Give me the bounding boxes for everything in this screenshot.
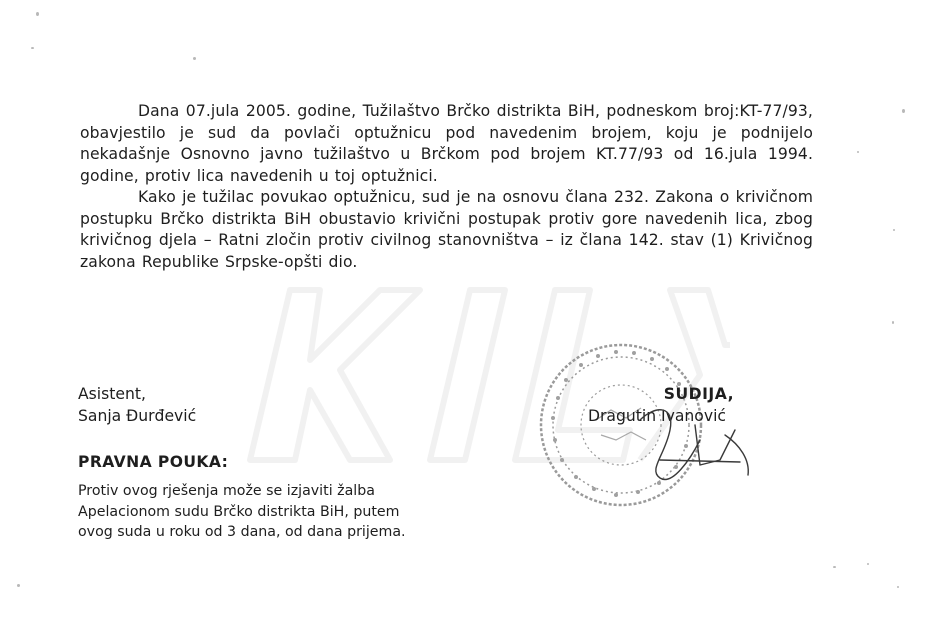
scan-speck (897, 586, 899, 588)
legal-notice-text (78, 481, 406, 543)
judge-signature (600, 400, 760, 490)
assistant-block (78, 383, 196, 427)
decision-body (80, 101, 813, 273)
scan-speck (17, 584, 20, 587)
scan-speck (867, 563, 869, 565)
termination-paragraph: Kako je tužilac povukao optužnicu, sud je na osnovu člana 232. Zakona o krivičnom postupku Brčko distrikta BiH obustavio krivični postupak protiv gore navedenih lica, zbog krivičnog djela – Ratni zločin protiv civilnog stanovništva – iz člana 142. stav (1) Krivičnog zakona Republike Srpske-opšti dio. (80, 188, 813, 271)
scan-speck (36, 12, 39, 16)
scan-speck (833, 566, 836, 568)
withdrawal-paragraph: Dana 07.jula 2005. godine, Tužilaštvo Brčko distrikta BiH, podneskom broj:KT-77/93, obavjestilo je sud da povlači optužnicu pod navedenim brojem, koju je podnijelo nekadašnje Osnovno javno tužilaštvo u Brčkom pod brojem KT.77/93 od 16.jula 1994. godine, protiv lica navedenih u toj optužnici. (80, 102, 813, 185)
scan-speck (193, 57, 196, 60)
assistant-name: Sanja Đurđević (78, 407, 197, 425)
scan-speck (31, 47, 34, 49)
legal-notice-line: Protiv ovog rješenja može se izjaviti žalba (78, 483, 375, 499)
legal-notice-line: ovog suda u roku od 3 dana, od dana prijema. (78, 524, 406, 540)
scan-speck (893, 229, 895, 231)
scan-speck (902, 109, 905, 113)
judge-title: SUDIJA, (663, 385, 734, 403)
legal-notice-line: Apelacionom sudu Brčko distrikta BiH, putem (78, 503, 400, 520)
scan-speck (857, 151, 859, 153)
scan-speck (892, 321, 894, 324)
assistant-title: Asistent, (78, 385, 146, 403)
judge-name: Dragutin Ivanović (588, 407, 726, 425)
legal-notice-title: PRAVNA POUKA: (78, 453, 229, 471)
